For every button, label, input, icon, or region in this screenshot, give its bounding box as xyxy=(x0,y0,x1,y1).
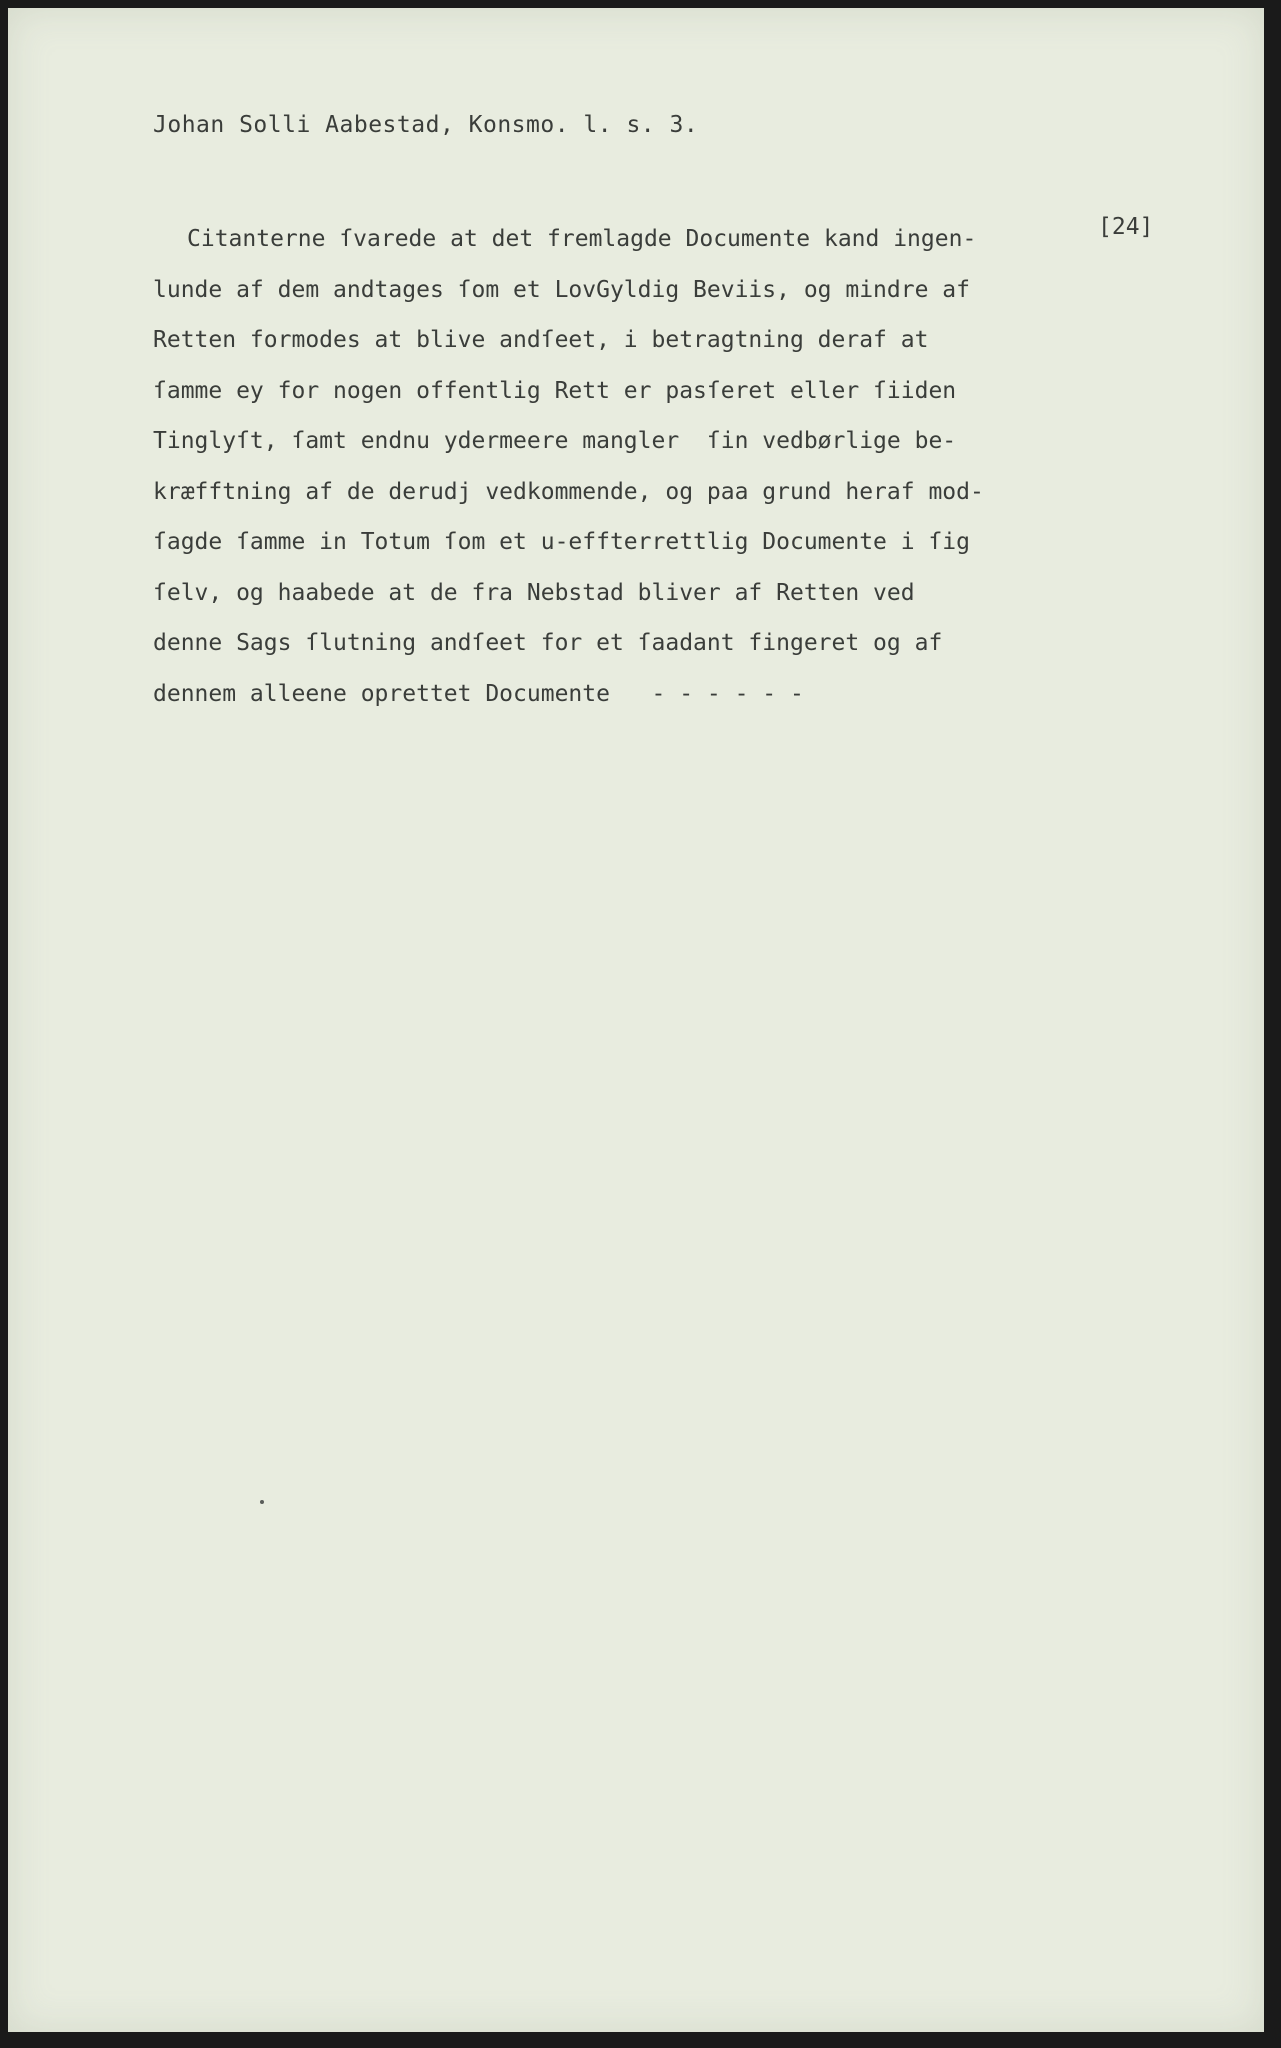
text-line: ſagde ſamme in Totum ſom et u-effterrettlig Documente i ſig xyxy=(153,529,970,555)
ink-speck xyxy=(260,1500,264,1504)
document-body xyxy=(153,214,1093,719)
text-line: denne Sags ſlutning andſeet for et ſaadant fingeret og af xyxy=(153,630,943,656)
text-line: dennem alleene oprettet Documente - - - - - - xyxy=(153,680,804,707)
text-line: kræfftning af de derudj vedkommende, og paa grund heraf mod- xyxy=(153,478,984,505)
text-line: Tinglyſt, ſamt endnu ydermeere mangler ſin vedbørlige be- xyxy=(153,428,957,454)
text-line: Citanterne ſvarede at det fremlagde Documente kand ingen- xyxy=(187,226,977,252)
text-line: ſelv, og haabede at de fra Nebstad bliver af Retten ved xyxy=(153,579,915,606)
page-marker: [24] xyxy=(1098,214,1154,240)
text-line: lunde af dem andtages ſom et LovGyldig Beviis, og mindre af xyxy=(153,276,970,303)
text-line: ſamme ey for nogen offentlig Rett er pasſeret eller ſiiden xyxy=(153,377,957,404)
document-header: Johan Solli Aabestad, Konsmo. l. s. 3. xyxy=(153,112,699,138)
document-page xyxy=(8,8,1264,2032)
text-line: Retten formodes at blive andſeet, i betragtning deraf at xyxy=(153,327,929,353)
